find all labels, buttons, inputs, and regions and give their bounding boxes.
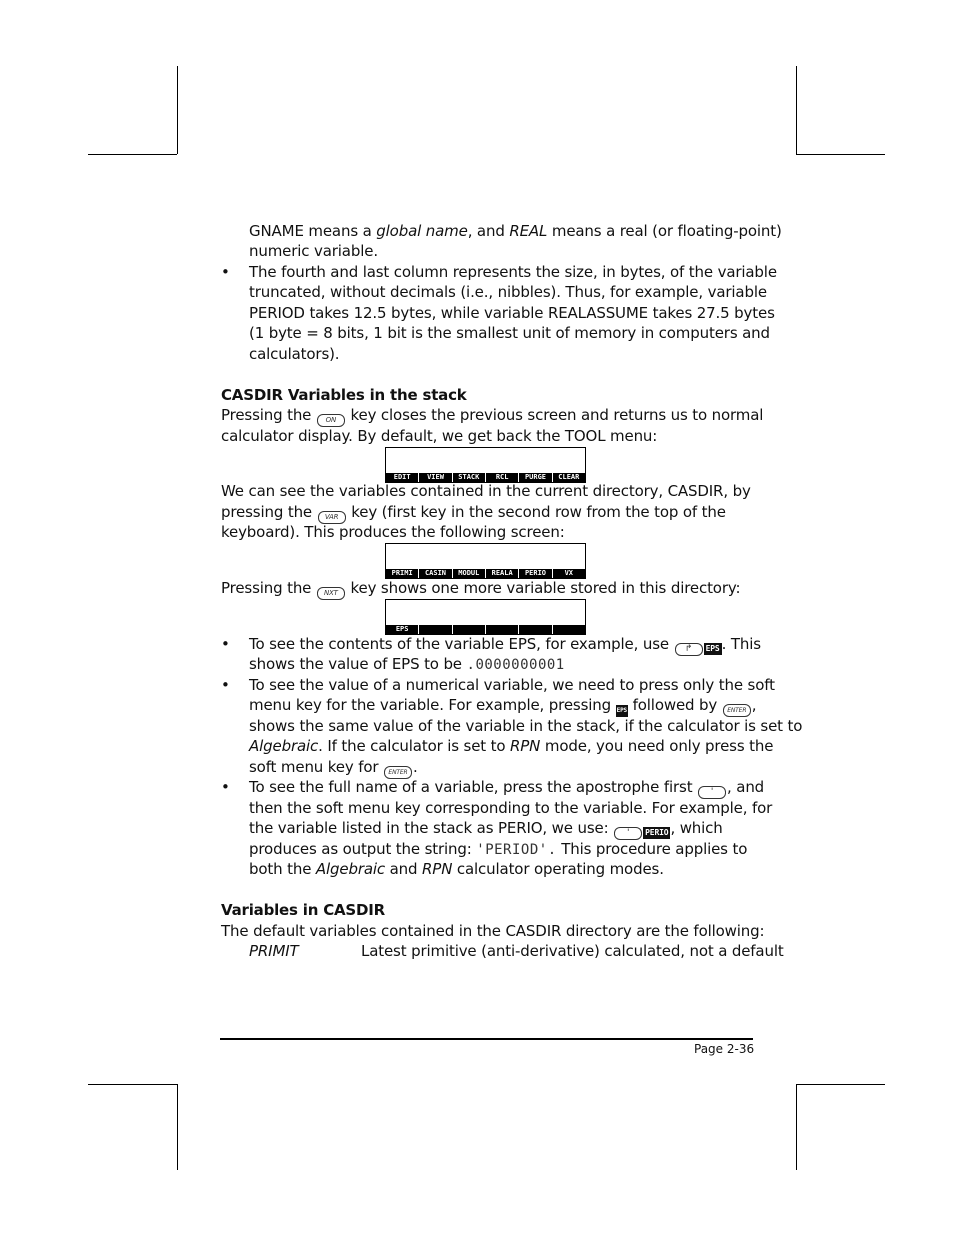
- soft-menu-key: [486, 625, 518, 634]
- text: , which: [670, 819, 723, 837]
- soft-menu-key: VX: [553, 569, 585, 578]
- bullet-line: [249, 818, 723, 839]
- crop-mark: [796, 1084, 885, 1085]
- text: key (first key in the second row from the top of the: [346, 503, 726, 521]
- text: GNAME means a: [249, 222, 377, 240]
- paragraph-line: calculator display. By default, we get back the TOOL menu:: [221, 427, 658, 445]
- text: mode, you need only press the: [540, 737, 774, 755]
- bullet-line: [249, 654, 565, 676]
- text: .: [413, 758, 418, 776]
- soft-menu: [386, 569, 585, 578]
- calculator-screen: [385, 447, 586, 483]
- paragraph-line: The default variables contained in the CASDIR directory are the following:: [221, 922, 765, 940]
- bullet-line: truncated, without decimals (i.e., nibbles). Thus, for example, variable: [249, 283, 767, 301]
- footer-rule: [220, 1038, 753, 1040]
- crop-mark: [796, 154, 885, 155]
- section-heading: Variables in CASDIR: [221, 901, 386, 919]
- bullet-line: [249, 777, 764, 798]
- soft-menu-key: [453, 625, 485, 634]
- bullet-line: (1 byte = 8 bits, 1 bit is the smallest unit of memory in computers and: [249, 324, 770, 342]
- bullet-line: [249, 634, 761, 655]
- soft-menu-key: PERIO: [519, 569, 551, 578]
- soft-menu: [386, 625, 585, 634]
- bullet-line: then the soft menu key corresponding to the variable. For example, for: [249, 799, 773, 817]
- bullet-line: calculators).: [249, 345, 340, 363]
- text: and: [385, 860, 423, 878]
- bullet-line: [249, 839, 747, 861]
- text: global name: [376, 222, 468, 240]
- soft-menu-key: [553, 625, 585, 634]
- soft-menu-key: RCL: [486, 473, 518, 482]
- soft-menu-key: STACK: [453, 473, 485, 482]
- crop-mark: [796, 66, 797, 154]
- text: Algebraic: [249, 737, 319, 755]
- eps-softkey-icon: EPS: [616, 705, 628, 717]
- bullet-marker: •: [221, 635, 230, 653]
- crop-mark: [177, 66, 178, 154]
- paragraph-line: [221, 578, 740, 599]
- text: . This: [721, 635, 761, 653]
- bullet-line: [249, 695, 756, 716]
- apostrophe-key-icon: ': [698, 786, 726, 799]
- crop-mark: [88, 1084, 177, 1085]
- bullet-marker: •: [221, 778, 230, 796]
- paragraph-line: [221, 405, 763, 426]
- nxt-key-icon: NXT: [317, 587, 345, 600]
- text: Algebraic: [315, 860, 386, 878]
- bullet-line: To see the value of a numerical variable, we need to press only the soft: [249, 676, 775, 694]
- definition-description: Latest primitive (anti-derivative) calculated, not a default: [361, 942, 784, 960]
- bullet-line: The fourth and last column represents the size, in bytes, of the variable: [249, 263, 777, 281]
- paragraph-line: [221, 502, 726, 523]
- soft-menu-key: [519, 625, 551, 634]
- bullet-line: [249, 736, 773, 757]
- text: This procedure applies to: [556, 840, 748, 858]
- perio-softkey-icon: PERIO: [645, 828, 669, 837]
- bullet-marker: •: [221, 676, 230, 694]
- definition-term: [249, 941, 299, 962]
- text: menu key for the variable. For example, pressing: [249, 696, 616, 714]
- text: followed by: [628, 696, 722, 714]
- text: ,: [751, 696, 757, 714]
- text: key closes the previous screen and returns us to normal: [345, 406, 764, 424]
- calculator-screen: [385, 543, 586, 579]
- text: soft menu key for: [249, 758, 383, 776]
- paragraph-line: We can see the variables contained in the current directory, CASDIR, by: [221, 482, 751, 500]
- crop-mark: [88, 154, 177, 155]
- text: the variable listed in the stack as PERIO, we use:: [249, 819, 614, 837]
- var-key-icon: VAR: [318, 511, 346, 524]
- bullet-line: shows the same value of the variable in the stack, if the calculator is set to: [249, 717, 803, 735]
- soft-menu-key: PRIMI: [386, 569, 418, 578]
- text: . If the calculator is set to: [318, 737, 511, 755]
- on-key-icon: ON: [317, 414, 345, 427]
- text: Pressing the: [221, 579, 316, 597]
- output-string: 'PERIOD'.: [476, 842, 557, 858]
- text: To see the full name of a variable, press the apostrophe first: [249, 778, 698, 796]
- soft-menu-key: VIEW: [419, 473, 451, 482]
- text: , and: [727, 778, 765, 796]
- soft-menu-key: EDIT: [386, 473, 418, 482]
- eps-softkey-icon: EPS: [705, 644, 720, 653]
- text: produces as output the string:: [249, 840, 477, 858]
- apostrophe-key-icon: ': [614, 827, 642, 840]
- bullet-marker: •: [221, 263, 230, 281]
- text: PRIMIT: [249, 942, 299, 960]
- paragraph-line: numeric variable.: [249, 242, 378, 260]
- enter-key-icon: ENTER: [723, 704, 751, 717]
- section-heading: CASDIR Variables in the stack: [221, 386, 467, 404]
- bullet-line: [249, 757, 418, 778]
- eps-value: .0000000001: [466, 657, 565, 673]
- text: REAL: [509, 222, 548, 240]
- paragraph-line: keyboard). This produces the following screen:: [221, 523, 565, 541]
- soft-menu-key: MODUL: [453, 569, 485, 578]
- soft-menu-key: [419, 625, 451, 634]
- text: , and: [467, 222, 510, 240]
- crop-mark: [796, 1084, 797, 1170]
- soft-menu-key: CLEAR: [553, 473, 585, 482]
- right-shift-key-icon: ↱: [675, 643, 703, 656]
- soft-menu-key: CASIN: [419, 569, 451, 578]
- text: shows the value of EPS to be: [249, 655, 467, 673]
- paragraph-line: [249, 221, 782, 242]
- text: key shows one more variable stored in this directory:: [345, 579, 741, 597]
- text: calculator operating modes.: [452, 860, 664, 878]
- page-number: Page 2-36: [694, 1042, 755, 1056]
- soft-menu-key: EPS: [386, 625, 418, 634]
- text: RPN: [510, 737, 541, 755]
- soft-menu-key: PURGE: [519, 473, 551, 482]
- soft-menu-key: REALA: [486, 569, 518, 578]
- calculator-screen: [385, 599, 586, 635]
- bullet-line: [249, 859, 664, 880]
- text: RPN: [422, 860, 453, 878]
- text: means a real (or floating-point): [547, 222, 782, 240]
- text: pressing the: [221, 503, 317, 521]
- text: both the: [249, 860, 316, 878]
- bullet-line: PERIOD takes 12.5 bytes, while variable REALASSUME takes 27.5 bytes: [249, 304, 775, 322]
- crop-mark: [177, 1084, 178, 1170]
- text: Pressing the: [221, 406, 316, 424]
- enter-key-icon: ENTER: [384, 766, 412, 779]
- text: To see the contents of the variable EPS, for example, use: [249, 635, 674, 653]
